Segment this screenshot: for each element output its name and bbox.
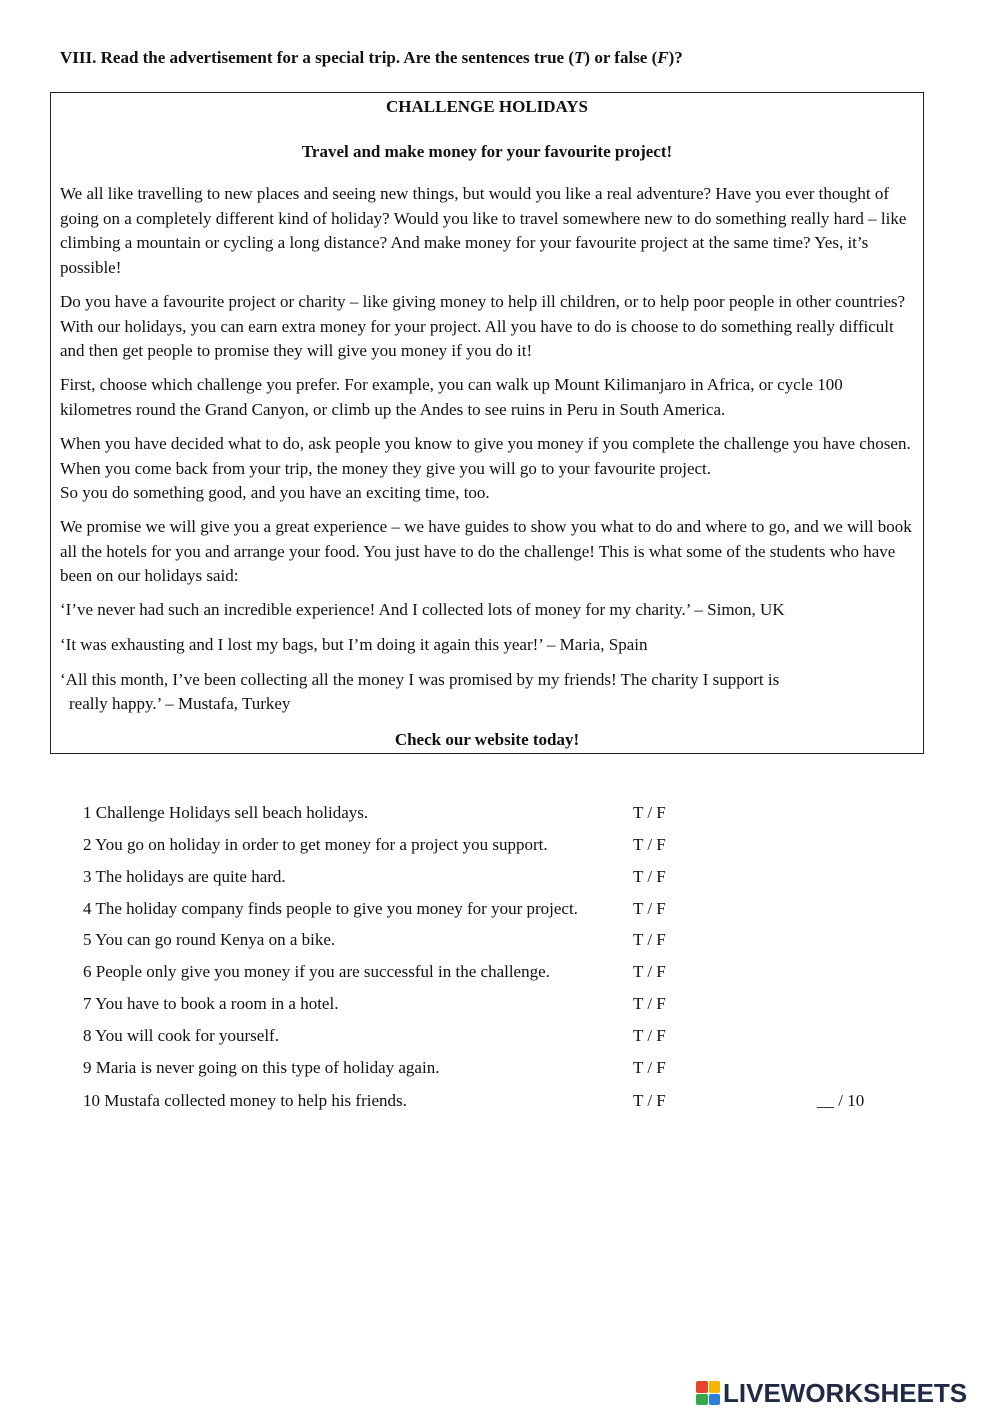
true-false-choice[interactable]: T / F [633, 1091, 666, 1110]
question-text: 7 You have to book a room in a hotel. [83, 994, 339, 1013]
advertisement-box [50, 92, 924, 754]
advert-paragraph: We all like travelling to new places and seeing new things, but would you like a real adventure? Have you ever thought of going on a completely different kind of holiday? Would you like to travel somewhere new to do something really hard – like climbing a mountain or cycling a long distance? And make money for your favourite project at the same time? Yes, it’s possible! [60, 184, 907, 277]
question-text: 10 Mustafa collected money to help his friends. [83, 1091, 407, 1110]
true-false-choice[interactable]: T / F [633, 1058, 666, 1077]
logo-text: LIVEWORKSHEETS [723, 1377, 968, 1408]
question-row [0, 1091, 1000, 1115]
true-false-choice[interactable]: T / F [633, 867, 666, 886]
question-text: 1 Challenge Holidays sell beach holidays. [83, 803, 369, 822]
logo-square [709, 1381, 721, 1393]
advert-paragraph: When you have decided what to do, ask people you know to give you money if you complete the challenge you have chosen. When you come back from your trip, the money they give you will go to your favourite project. [60, 434, 911, 478]
question-row [0, 803, 1000, 827]
true-false-choice[interactable]: T / F [633, 994, 666, 1013]
question-row [0, 930, 1000, 954]
true-false-choice[interactable]: T / F [633, 803, 666, 822]
question-text: 2 You go on holiday in order to get money for a project you support. [83, 835, 548, 854]
testimonial-simon: ‘I’ve never had such an incredible experience! And I collected lots of money for my charity.’ – Simon, UK [60, 600, 785, 619]
question-row [0, 994, 1000, 1018]
advert-subtitle: Travel and make money for your favourite project! [301, 142, 673, 161]
logo-square [696, 1394, 708, 1406]
logo-squares-icon [696, 1381, 720, 1405]
question-text: 8 You will cook for yourself. [83, 1026, 279, 1045]
true-false-choice[interactable]: T / F [633, 1026, 666, 1045]
question-row [0, 1058, 1000, 1082]
question-text: 6 People only give you money if you are successful in the challenge. [83, 962, 550, 981]
advert-footer: Check our website today! [394, 730, 580, 749]
testimonial-mustafa: ‘All this month, I’ve been collecting all the money I was promised by my friends! The charity I support is [60, 670, 780, 689]
score-counter: __ / 10 [817, 1091, 865, 1110]
logo-square [696, 1381, 708, 1393]
question-row [0, 899, 1000, 923]
true-false-choice[interactable]: T / F [633, 962, 666, 981]
testimonial-maria: ‘It was exhausting and I lost my bags, but I’m doing it again this year!’ – Maria, Spain [60, 635, 648, 654]
liveworksheets-logo [696, 1378, 967, 1408]
advert-paragraph: First, choose which challenge you prefer. For example, you can walk up Mount Kilimanjaro in Africa, or cycle 100 kilometres round the Grand Canyon, or climb up the Andes to see ruins in Peru in South America. [60, 375, 843, 419]
question-row [0, 835, 1000, 859]
question-row [0, 962, 1000, 986]
true-false-choice[interactable]: T / F [633, 930, 666, 949]
advert-paragraph: Do you have a favourite project or charity – like giving money to help ill children, or to help poor people in other countries? With our holidays, you can earn extra money for your project. All you have to do is choose to do something really difficult and then get people to promise they will give you money if you do it! [60, 292, 906, 360]
question-text: 5 You can go round Kenya on a bike. [83, 930, 336, 949]
logo-square [709, 1394, 721, 1406]
advert-title: CHALLENGE HOLIDAYS [385, 97, 588, 116]
exercise-instruction: VIII. Read the advertisement for a special trip. Are the sentences true (T) or false (F)? [60, 48, 683, 67]
question-text: 4 The holiday company finds people to give you money for your project. [83, 899, 578, 918]
question-row [0, 867, 1000, 891]
testimonial-mustafa-continued: really happy.’ – Mustafa, Turkey [69, 694, 291, 713]
true-false-choice[interactable]: T / F [633, 835, 666, 854]
question-row [0, 1026, 1000, 1050]
question-text: 3 The holidays are quite hard. [83, 867, 286, 886]
advert-paragraph: So you do something good, and you have an exciting time, too. [60, 483, 490, 502]
true-false-choice[interactable]: T / F [633, 899, 666, 918]
advert-paragraph: We promise we will give you a great experience – we have guides to show you what to do and where to go, and we will book all the hotels for you and arrange your food. You just have to do the challenge! This is what some of the students who have been on our holidays said: [60, 517, 912, 585]
question-text: 9 Maria is never going on this type of holiday again. [83, 1058, 440, 1077]
